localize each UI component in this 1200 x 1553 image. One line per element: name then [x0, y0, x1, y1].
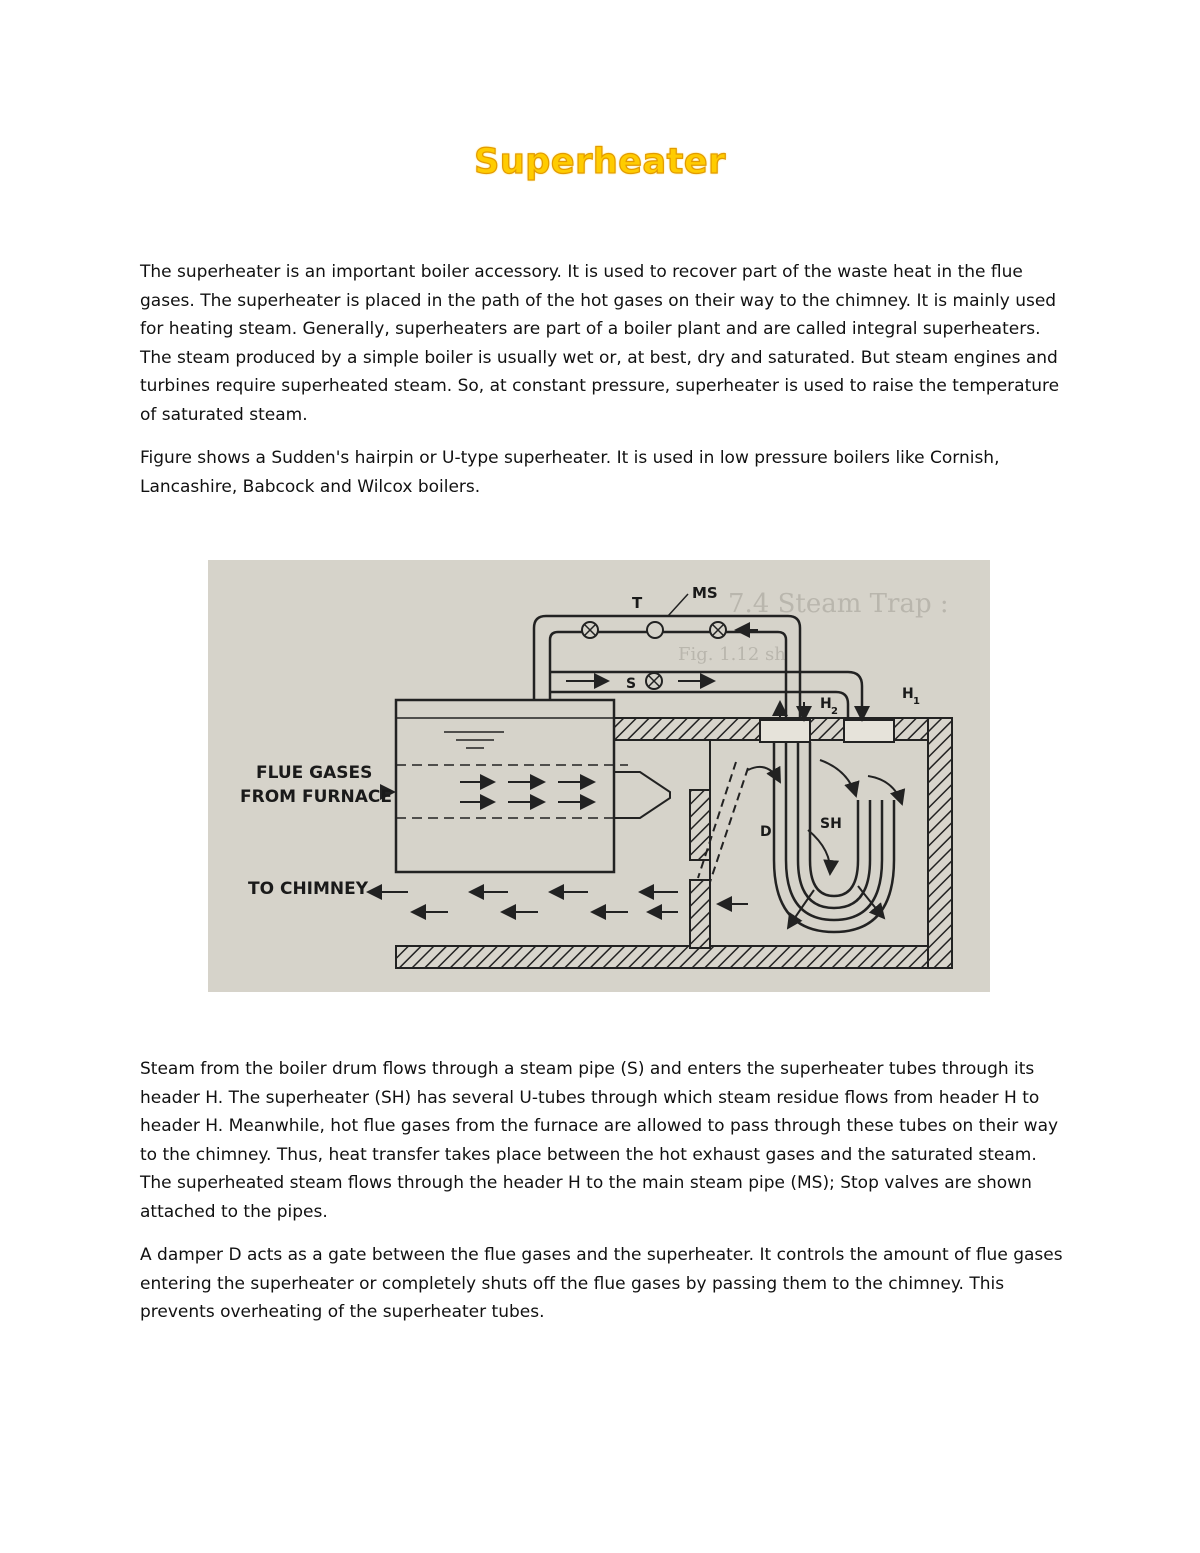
label-s: S [626, 676, 637, 692]
ghost-heading: 7.4 Steam Trap : [728, 589, 949, 619]
label-h1: H [902, 686, 914, 702]
label-h2: H [820, 696, 832, 712]
label-ms: MS [692, 584, 718, 602]
label-sh: SH [820, 816, 842, 832]
intro-paragraph: The superheater is an important boiler accessory. It is used to recover part of the waste heat in the flue gases. The superheater is placed in the path of the hot gases on their way to the chimney. It is mainly used for heating steam. Generally, superheaters are part of a boiler plant and are called integral superheaters. The steam produced by a simple boiler is usually wet or, at best, dry and saturated. But steam engines and turbines require superheated steam. So, at constant pressure, superheater is used to raise the temperature of saturated steam. [140, 262, 1060, 425]
ghost-fig-ref: Fig. 1.12 sh [678, 644, 786, 665]
label-h2-subscript: 2 [831, 706, 838, 717]
superheater-diagram [208, 560, 990, 992]
superheater-figure [208, 560, 990, 992]
operation-paragraph: Steam from the boiler drum flows through a steam pipe (S) and enters the superheater tubes through its header H. The superheater (SH) has several U-tubes through which steam residue flows from header H to header H. Meanwhile, hot flue gases from the furnace are allowed to pass through these tubes on their way to the chimney. Thus, heat transfer takes place between the hot exhaust gases and the saturated steam. The superheated steam flows through the header H to the main steam pipe (MS); Stop valves are shown attached to the pipes. [140, 1059, 1059, 1222]
header-h2 [760, 720, 810, 742]
label-from-furnace: FROM FURNACE [240, 787, 392, 807]
label-d: D [760, 824, 772, 840]
label-to-chimney: TO CHIMNEY [248, 879, 369, 899]
page-title: Superheater [474, 142, 726, 182]
label-h1-subscript: 1 [913, 696, 920, 707]
floor-wall [396, 946, 952, 968]
header-h1 [844, 720, 894, 742]
boiler-drum [396, 700, 614, 872]
right-wall [928, 718, 952, 968]
partition-wall-lower [690, 880, 710, 948]
label-t: T [632, 594, 643, 612]
steam-trap-valve [647, 622, 663, 638]
label-flue-gases: FLUE GASES [256, 763, 373, 783]
figure-intro-paragraph: Figure shows a Sudden's hairpin or U-type superheater. It is used in low pressure boilers like Cornish, Lancashire, Babcock and Wilcox boilers. [140, 448, 1000, 497]
damper-paragraph: A damper D acts as a gate between the flue gases and the superheater. It controls the amount of flue gases entering the superheater or completely shuts off the flue gases by passing them to the chimney. This prevents overheating of the superheater tubes. [140, 1245, 1063, 1323]
